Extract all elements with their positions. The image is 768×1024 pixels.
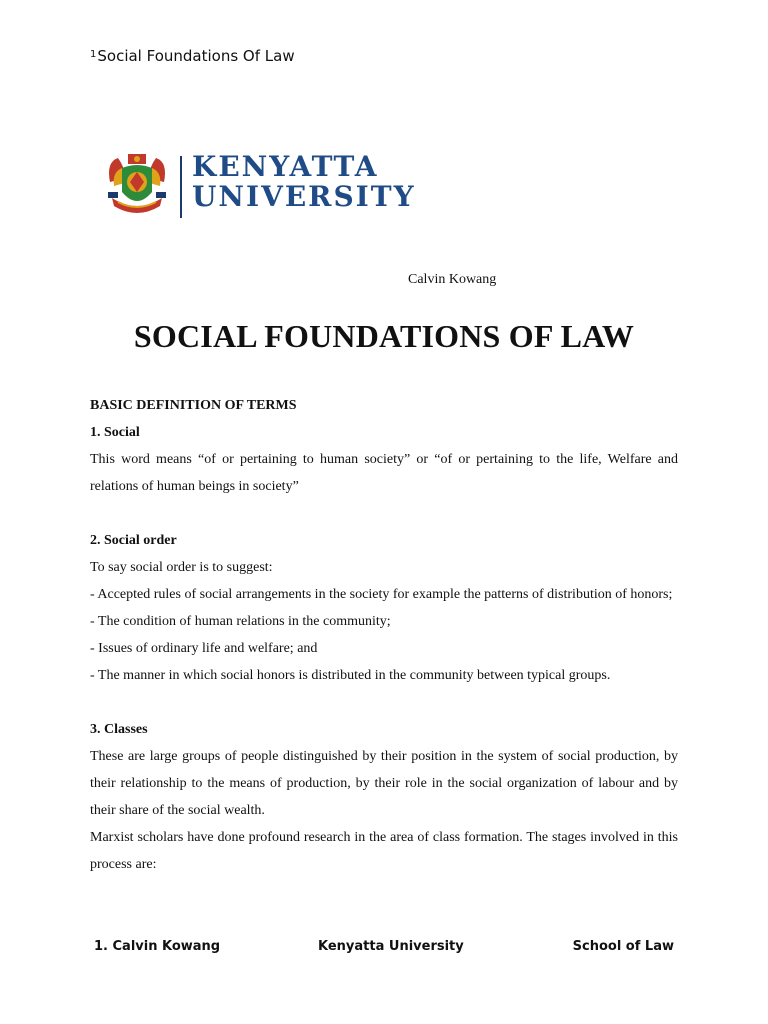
term-text-classes: These are large groups of people distinguished by their position in the system of social production, by their relationship to the means of production, by their role in the social organization of labour and by their share of the social wealth. [90,749,678,818]
document-body [90,392,678,878]
term-heading-social-order: 2. Social order [90,533,177,548]
logo-divider [180,156,182,218]
list-item: - Accepted rules of social arrangements in the society for example the patterns of distribution of honors; [90,587,673,602]
term-heading-social: 1. Social [90,425,140,440]
social-order-intro: To say social order is to suggest: [90,560,273,575]
footer-university: Kenyatta University [318,939,464,954]
running-header [90,47,295,65]
spacer [90,500,678,527]
author-name: Calvin Kowang [408,272,497,287]
term-text-classes-2: Marxist scholars have done profound research in the area of class formation. The stages involved in this process are: [90,830,678,872]
logo-line-1: KENYATTA [192,150,379,183]
spacer [90,689,678,716]
footer-school: School of Law [572,939,674,954]
list-item: - The manner in which social honors is distributed in the community between typical groups. [90,668,611,683]
footer-author: 1. Calvin Kowang [94,939,221,954]
list-item: - The condition of human relations in the community; [90,614,391,629]
university-logo [104,150,416,224]
header-page-number: 1 [90,49,97,60]
list-item: - Issues of ordinary life and welfare; and [90,641,318,656]
header-title: Social Foundations Of Law [97,47,295,65]
section-heading: BASIC DEFINITION OF TERMS [90,398,297,413]
document-title: SOCIAL FOUNDATIONS OF LAW [133,318,635,354]
logo-wordmark [192,152,416,212]
logo-line-2: UNIVERSITY [192,180,416,213]
university-seal-icon [104,152,170,220]
term-heading-classes: 3. Classes [90,722,148,737]
term-text-social: This word means “of or pertaining to human society” or “of or pertaining to the life, Welfare and relations of human beings in society” [90,452,678,494]
